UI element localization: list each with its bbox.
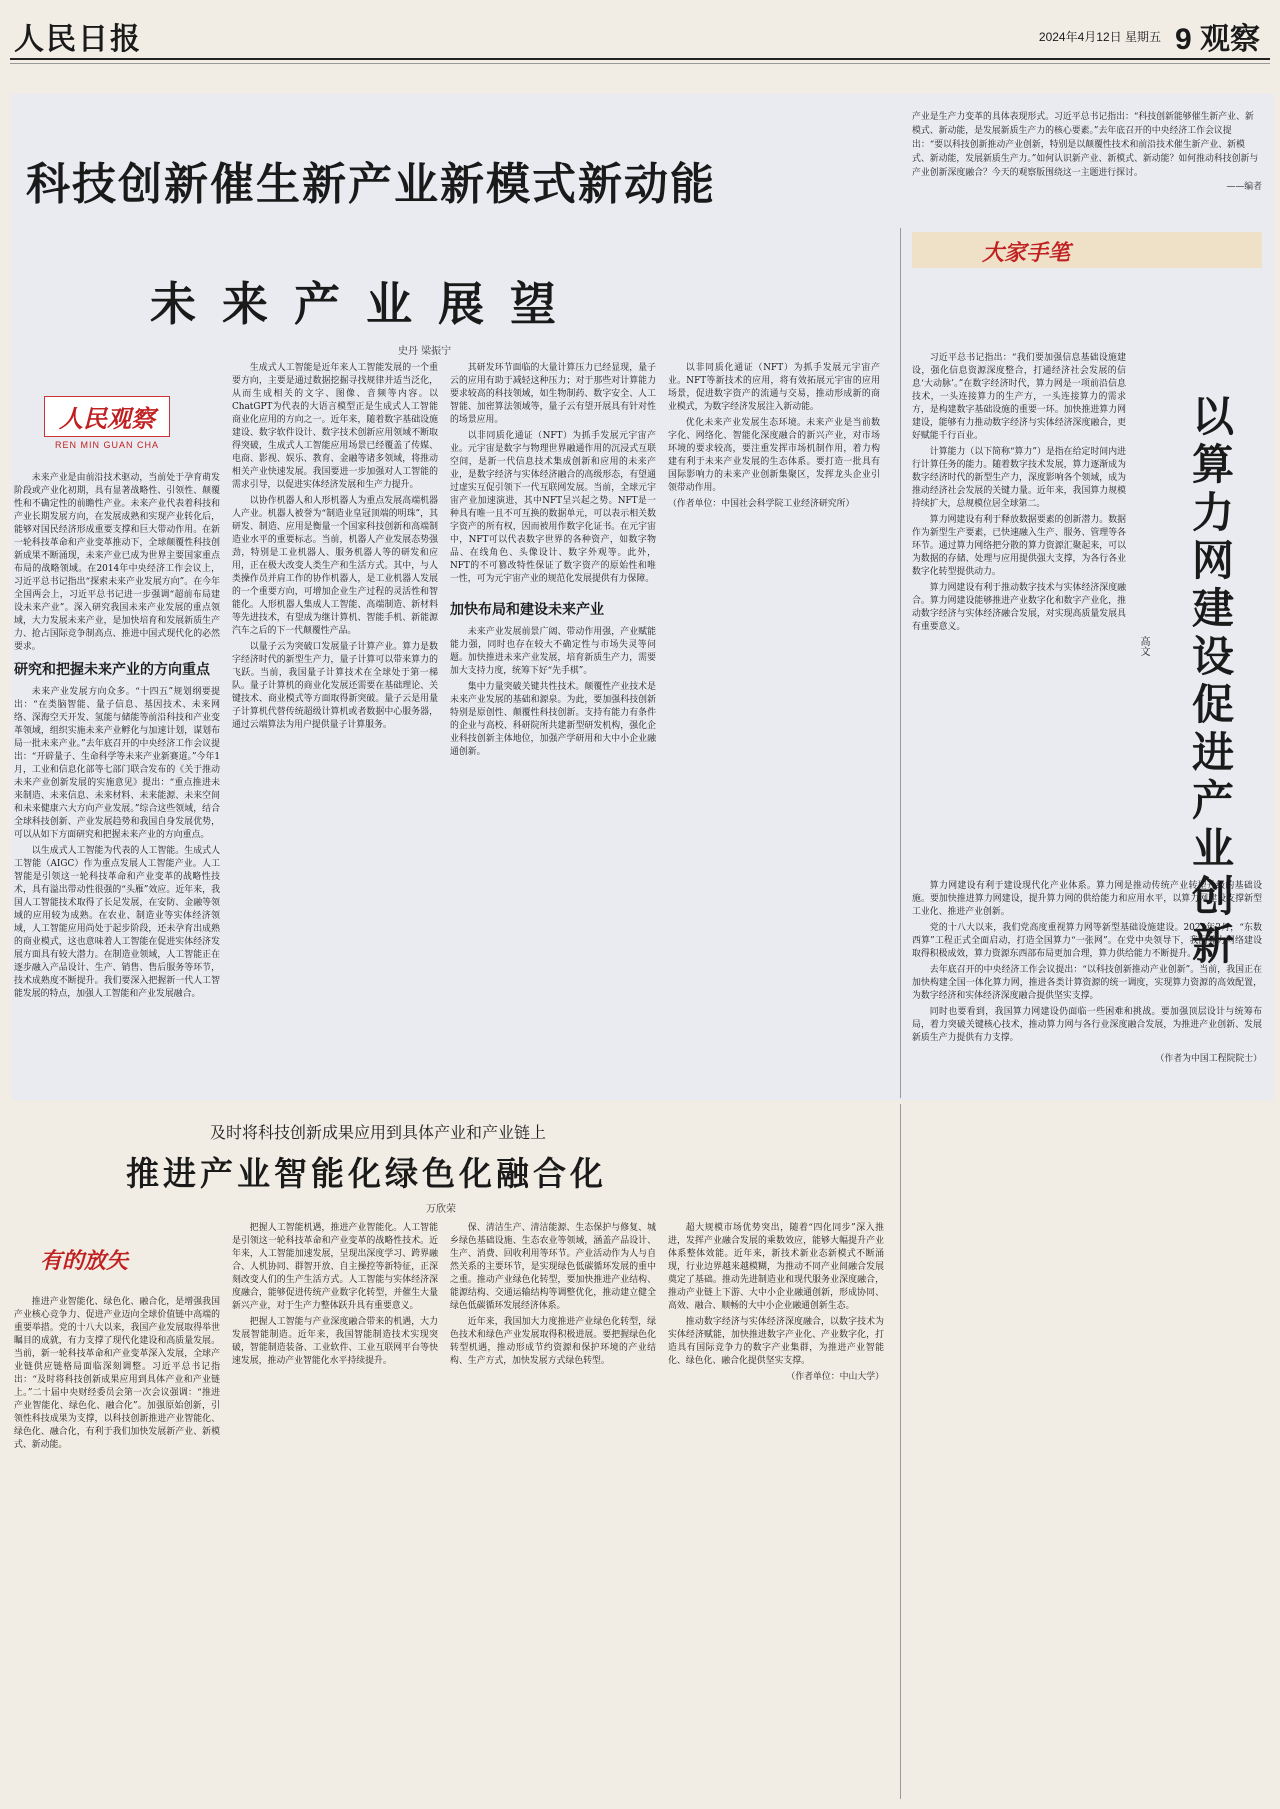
article3-kicker: 及时将科技创新成果应用到具体产业和产业链上 <box>210 1123 547 1142</box>
article2-paragraph: 算力网建设有利于释放数据要素的创新潜力。数据作为新型生产要素，已快速融入生产、服务、管理等各环节。通过算力网络把分散的算力资源汇聚起来，可以为数据的存储、处理与应用提供强大支撑，为各行各业数字化转型提供动力。 <box>912 515 1126 577</box>
main-headline: 科技创新催生新产业新模式新动能 <box>26 159 716 210</box>
column-logo-english: REN MIN GUAN CHA <box>54 440 159 450</box>
article3-column-2 <box>232 1222 438 1796</box>
article2-paragraph: 习近平总书记指出：“我们要加强信息基础设施建设，强化信息资源深度整合，打通经济社会发展的信息‘大动脉’。”在数字经济时代，算力网是一项前沿信息技术，一头连接算力的生产方，一头连接算力的需求方，是构建数字基础设施的重要一环。加快推进算力网建设，能够有力推动数字经济与实体经济深度融合，更好赋能千行百业。 <box>912 353 1126 441</box>
article1-paragraph: 以协作机器人和人形机器人为重点发展高端机器人产业。机器人被誉为“制造业皇冠顶端的明珠”，其研发、制造、应用是衡量一个国家科技创新和高端制造业水平的重要标志。当前，机器人产业发展态势强劲，特别是工业机器人、服务机器人等的研发和应用，正在极大改变人类生产和生活方式。其中，与人类操作员并肩工作的协作机器人，是工业机器人发展的一个重要方向，可增加企业生产过程的灵活性和智能化。人形机器人集成人工智能、高端制造、新材料等先进技术，有望成为继计算机、智能手机、新能源汽车之后的下一代颠覆性产品。 <box>232 496 438 636</box>
column-separator <box>900 228 901 1098</box>
article1-paragraph: 未来产业发展方向众多。“十四五”规划纲要提出：“在类脑智能、量子信息、基因技术、未来网络、深海空天开发、氢能与储能等前沿科技和产业变革领域，组织实施未来产业孵化与加速计划，谋划布局一批未来产业。”去年底召开的中央经济工作会议提出：“开辟量子、生命科学等未来产业新赛道。”今年1月，工业和信息化部等七部门联合发布的《关于推动未来产业创新发展的实施意见》提出：“重点推进未来制造、未来信息、未来材料、未来能源、未来空间和未来健康六大方向产业发展。”综合这些领域，结合全球科技创新、产业发展趋势和我国自身发展优势，可以从如下方面研究和把握未来产业的方向重点。 <box>14 687 220 840</box>
editor-note-sign: ——编者 <box>1226 182 1262 192</box>
article1-byline: 史丹 梁振宁 <box>398 346 452 357</box>
article3-title: 推进产业智能化绿色化融合化 <box>126 1154 607 1193</box>
article1-column-4 <box>668 362 880 1092</box>
article1-paragraph: 以量子云为突破口发展量子计算产业。算力是数字经济时代的新型生产力，量子计算可以带来算力的飞跃。当前，我国量子计算技术在全球处于第一梯队。量子计算机的商业化发展还需要在基础理论、关键技术、商业模式等方面取得新突破。量子云是用量子计算机代替传统超级计算机或者数据中心服务器，通过云端算法为用户提供量子计算服务。 <box>232 642 438 730</box>
article3-paragraph: 保、清洁生产、清洁能源、生态保护与修复、城乡绿色基础设施、生态农业等领域，涵盖产品设计、生产、消费、回收利用等环节。产业活动作为人与自然关系的主要环节，是实现绿色低碳循环发展的重中之重。推动产业绿色化转型，要加快推进产业结构、能源结构、交通运输结构等调整优化，推动建立健全绿色低碳循环发展经济体系。 <box>450 1223 656 1311</box>
article2-paragraph: 去年底召开的中央经济工作会议提出：“以科技创新推动产业创新”。当前，我国正在加快构建全国一体化算力网，推进各类计算资源的统一调度，实现算力资源的高效配置，为数字经济和实体经济深度融合提供坚实支撑。 <box>912 965 1262 1001</box>
article3-paragraph: 把握人工智能与产业深度融合带来的机遇，大力发展智能制造。近年来，我国智能制造技术实现突破，智能制造装备、工业软件、工业互联网平台等快速发展，推动产业智能化水平持续提升。 <box>232 1317 438 1366</box>
article1-paragraph: 未来产业发展前景广阔、带动作用强，产业赋能能力强，同时也存在较大不确定性与市场失灵等问题。加快推进未来产业发展，培育新质生产力，需要加大支持力度，统筹下好“先手棋”。 <box>450 627 656 676</box>
article1-paragraph: 以非同质化通证（NFT）为抓手发展元宇宙产业。NFT等新技术的应用，将有效拓展元宇宙的应用场景，促进数字资产的流通与交易，推动形成新的商业模式，为数字经济发展注入新动能。 <box>668 363 880 412</box>
article2-paragraph: 算力网建设有利于推动数字技术与实体经济深度融合。算力网建设能够推进产业数字化和数字产业化，推动数字经济与实体经济融合发展，对实现高质量发展具有重要意义。 <box>912 583 1126 632</box>
article2-author: 高文 <box>1138 636 1149 656</box>
article2-title: 以算力网建设促进产业创新 <box>1186 394 1235 970</box>
masthead-info <box>1039 14 1260 58</box>
article2-paragraph: 同时也要看到，我国算力网建设仍面临一些困难和挑战。要加强顶层设计与统筹布局，着力突破关键核心技术，推动算力网与各行业深度融合发展，为推进产业创新、发展新质生产力提供有力支撑。 <box>912 1007 1262 1043</box>
article3-paragraph: 推进产业智能化、绿色化、融合化，是增强我国产业核心竞争力、促进产业迈向全球价值链中高端的重要举措。党的十八大以来，我国产业发展取得举世瞩目的成就，有力支撑了现代化建设和高质量发展。当前，新一轮科技革命和产业变革深入发展，全球产业链供应链格局面临深刻调整。习近平总书记指出：“及时将科技创新成果应用到具体产业和产业链上。”二十届中央财经委员会第一次会议强调：“推进产业智能化、绿色化、融合化”。加强原始创新，引领性科技成果为支撑，以科技创新推进产业智能化、绿色化、融合化，有利于我们加快发展新产业、新模式、新动能。 <box>14 1297 220 1450</box>
column-logo-dajia-shoubi: 大家手笔 <box>982 240 1071 266</box>
article2-paragraph: 计算能力（以下简称“算力”）是指在给定时间内进行计算任务的能力。随着数字技术发展，算力逐渐成为数字经济时代的新型生产力，深度影响各个领域，成为推动经济社会发展的关键力量。近年来，我国算力规模持续扩大，总规模位居全球第二。 <box>912 447 1126 509</box>
article3-paragraph: 近年来，我国加大力度推进产业绿色化转型，绿色技术和绿色产业发展取得积极进展。要把握绿色化转型机遇，推动形成节约资源和保护环境的产业结构、生产方式，加快发展方式绿色转型。 <box>450 1317 656 1366</box>
article2-column-1 <box>912 352 1126 872</box>
issue-date: 2024年4月12日 星期五 <box>1038 29 1161 44</box>
article1-column-1 <box>14 472 220 1092</box>
article3-column-1 <box>14 1296 220 1796</box>
article1-title: 未来产业展望 <box>150 277 582 331</box>
editor-note <box>912 110 1262 220</box>
article2-paragraph: 党的十八大以来，我们党高度重视算力网等新型基础设施建设。2022年2月，“东数西算”工程正式全面启动，打造全国算力“一张网”。在党中央领导下，我国算力网络建设取得积极成效，算力资源东西部布局更加合理，算力供给能力不断提升。 <box>912 923 1262 959</box>
article2-paragraph: 算力网建设有利于建设现代化产业体系。算力网是推动传统产业转型升级的基础设施。要加快推进算力网建设，提升算力网的供给能力和应用水平，以算力网建设支撑新型工业化、推进产业创新。 <box>912 881 1262 917</box>
article1-paragraph: 以生成式人工智能为代表的人工智能。生成式人工智能（AIGC）作为重点发展人工智能产业。人工智能是引领这一轮科技革命和产业变革的战略性技术，具有溢出带动性很强的“头雁”效应。近年来，我国人工智能技术取得了长足发展，在安防、金融等领域的应用较为成熟。在农业、制造业等实体经济领域，人工智能应用尚处于起步阶段，还未孕育出成熟的商业模式，这也意味着人工智能在促进实体经济发展方面具有较大潜力。在制造业领域，人工智能正在逐步融入产品设计、生产、销售、售后服务等环节，技术成熟度不断提升。我们要深入把握新一代人工智能发展的特点，加强人工智能和产业发展融合。 <box>14 846 220 999</box>
column-logo-renmin-guancha: 人民观察 <box>44 396 170 437</box>
masthead-rule <box>10 58 1270 60</box>
article1-section-heading: 加快布局和建设未来产业 <box>450 602 604 618</box>
article1-paragraph: 集中力量突破关键共性技术。颠覆性产业技术是未来产业发展的基础和源泉。为此，要加强科技创新特别是原创性、颠覆性科技创新。支持有能力有条件的企业与高校、科研院所共建新型研发机构，强化企业科技创新主体地位，加强产学研用和大中小企业融通创新。 <box>450 682 656 757</box>
article1-section-heading: 研究和把握未来产业的方向重点 <box>14 662 210 678</box>
article1-author-info: （作者单位：中国社会科学院工业经济研究所） <box>668 499 855 509</box>
column-separator <box>900 1104 901 1799</box>
article3-column-4 <box>668 1222 884 1796</box>
article1-paragraph: 其研发环节面临的大量计算压力已经显现，量子云的应用有助于减轻这种压力；对于那些对计算能力要求较高的科技领域，如生物制药、数字安全、人工智能、加密算法领域等，量子云有望开展具有针对性的场景应用。 <box>450 363 656 425</box>
article1-paragraph: 以非同质化通证（NFT）为抓手发展元宇宙产业。元宇宙是数字与物理世界融通作用的沉浸式互联空间，是新一代信息技术集成创新和应用的未来产业，是数字经济与实体经济融合的高级形态，有望通过虚实互促引领下一代互联网发展。当前，全球元宇宙产业加速演进，其中NFT呈兴起之势。NFT是一种具有唯一且不可互换的数据单元，可以表示相关数字资产的所有权，因而被用作数字化证书。在元宇宙中，NFT可以代表数字世界的各种资产，如数字物品、在线角色、头像设计、数字外观等。此外，NFT的不可篡改特性保证了数字资产的原始性和唯一性，可为元宇宙产业的规范化发展提供有力保障。 <box>450 431 656 584</box>
article3-byline: 万欣荣 <box>426 1204 456 1215</box>
article3-column-badge <box>40 1244 128 1275</box>
page-label: 9 观察 <box>1174 23 1260 56</box>
column-logo-youde-fangshi: 有的放矢 <box>40 1248 129 1274</box>
article3-paragraph: 把握人工智能机遇，推进产业智能化。人工智能是引领这一轮科技革命和产业变革的战略性技术。近年来，人工智能加速发展，呈现出深度学习、跨界融合、人机协同、群智开放、自主操控等新特征，正深刻改变人们的生产生活方式。人工智能与实体经济深度融合，能够促进传统产业数字化转型，并催生大量新兴产业，对于生产力整体跃升具有重要意义。 <box>232 1223 438 1311</box>
article3-paragraph: 超大规模市场优势突出，随着“四化同步”深入推进，发挥产业融合发展的乘数效应，能够大幅提升产业体系整体效能。近年来，新技术新业态新模式不断涌现，行业边界越来越模糊，为推动不同产业间融合发展奠定了基础。推动先进制造业和现代服务业深度融合，推动产业链上下游、大中小企业融通创新，形成协同、高效、融合、顺畅的大中小企业融通创新生态。 <box>668 1223 884 1311</box>
article1-paragraph: 优化未来产业发展生态环境。未来产业是当前数字化、网络化、智能化深度融合的新兴产业，对市场环境的要求较高，要注重发挥市场机制作用，着力构建有利于未来产业发展的生态体系。要打造一批具有国际影响力的未来产业创新集聚区，发挥龙头企业引领带动作用。 <box>668 418 880 493</box>
article1-column-3 <box>450 362 656 1092</box>
masthead-rule-thin <box>10 63 1270 64</box>
article2-column-banner <box>912 232 1262 268</box>
article2-column-2 <box>912 880 1262 1780</box>
article1-paragraph: 未来产业是由前沿技术驱动，当前处于孕育萌发阶段或产业化初期，具有显著战略性、引领性、颠覆性和不确定性的前瞻性产业。未来产业代表着科技和产业长期发展方向，在发展成熟和实现产业转化后，能够对国民经济形成重要支撑和巨大带动作用。在新一轮科技革命和产业变革推动下，全球颠覆性科技创新成果不断涌现，未来产业已成为世界主要国家重点布局的战略领域。在2014年中央经济工作会议上，习近平总书记指出“探索未来产业发展方向”。在今年全国两会上，习近平总书记进一步强调“超前布局建设未来产业”。深入研究我国未来产业发展的重点领域，大力发展未来产业，是加快培育和发展新质生产力、抢占国际竞争制高点、推进中国式现代化的必然要求。 <box>14 473 220 652</box>
article2-author-info: （作者为中国工程院院士） <box>1155 1054 1262 1064</box>
article1-column-2 <box>232 362 438 1092</box>
article1-paragraph: 生成式人工智能是近年来人工智能发展的一个重要方向，主要是通过数据挖掘寻找规律并适当泛化，从而生成相关的文字、图像、音频等内容。以ChatGPT为代表的大语言模型正是生成式人工智能商业化应用的方向之一。近年来，随着数字基础设施建设、数字软件设计、数字技术创新应用领域不断取得突破，生成式人工智能应用场景已经覆盖了传媒、电商、影视、娱乐、教育、金融等诸多领域，将推动相关产业快速发展。我国要进一步加强对人工智能的需求引导，以促进实体经济发展和生产力提升。 <box>232 363 438 490</box>
article1-column-badge <box>44 396 170 450</box>
article3-author-info: （作者单位：中山大学） <box>786 1372 884 1382</box>
masthead-paper-name: 人民日报 <box>14 22 142 57</box>
article3-paragraph: 推动数字经济与实体经济深度融合，以数字技术为实体经济赋能，加快推进数字产业化、产业数字化，打造具有国际竞争力的数字产业集群，为推进产业智能化、绿色化、融合化提供坚实支撑。 <box>668 1317 884 1366</box>
article3-column-3 <box>450 1222 656 1796</box>
editor-note-text: 产业是生产力变革的具体表现形式。习近平总书记指出：“科技创新能够催生新产业、新模式、新动能，是发展新质生产力的核心要素。”去年底召开的中央经济工作会议提出：“要以科技创新推动产业创新，特别是以颠覆性技术和前沿技术催生新产业、新模式、新动能，发展新质生产力。”如何认识新产业、新模式、新动能？如何推动科技创新与产业创新深度融合？今天的观察版围绕这一主题进行探讨。 <box>912 112 1259 178</box>
